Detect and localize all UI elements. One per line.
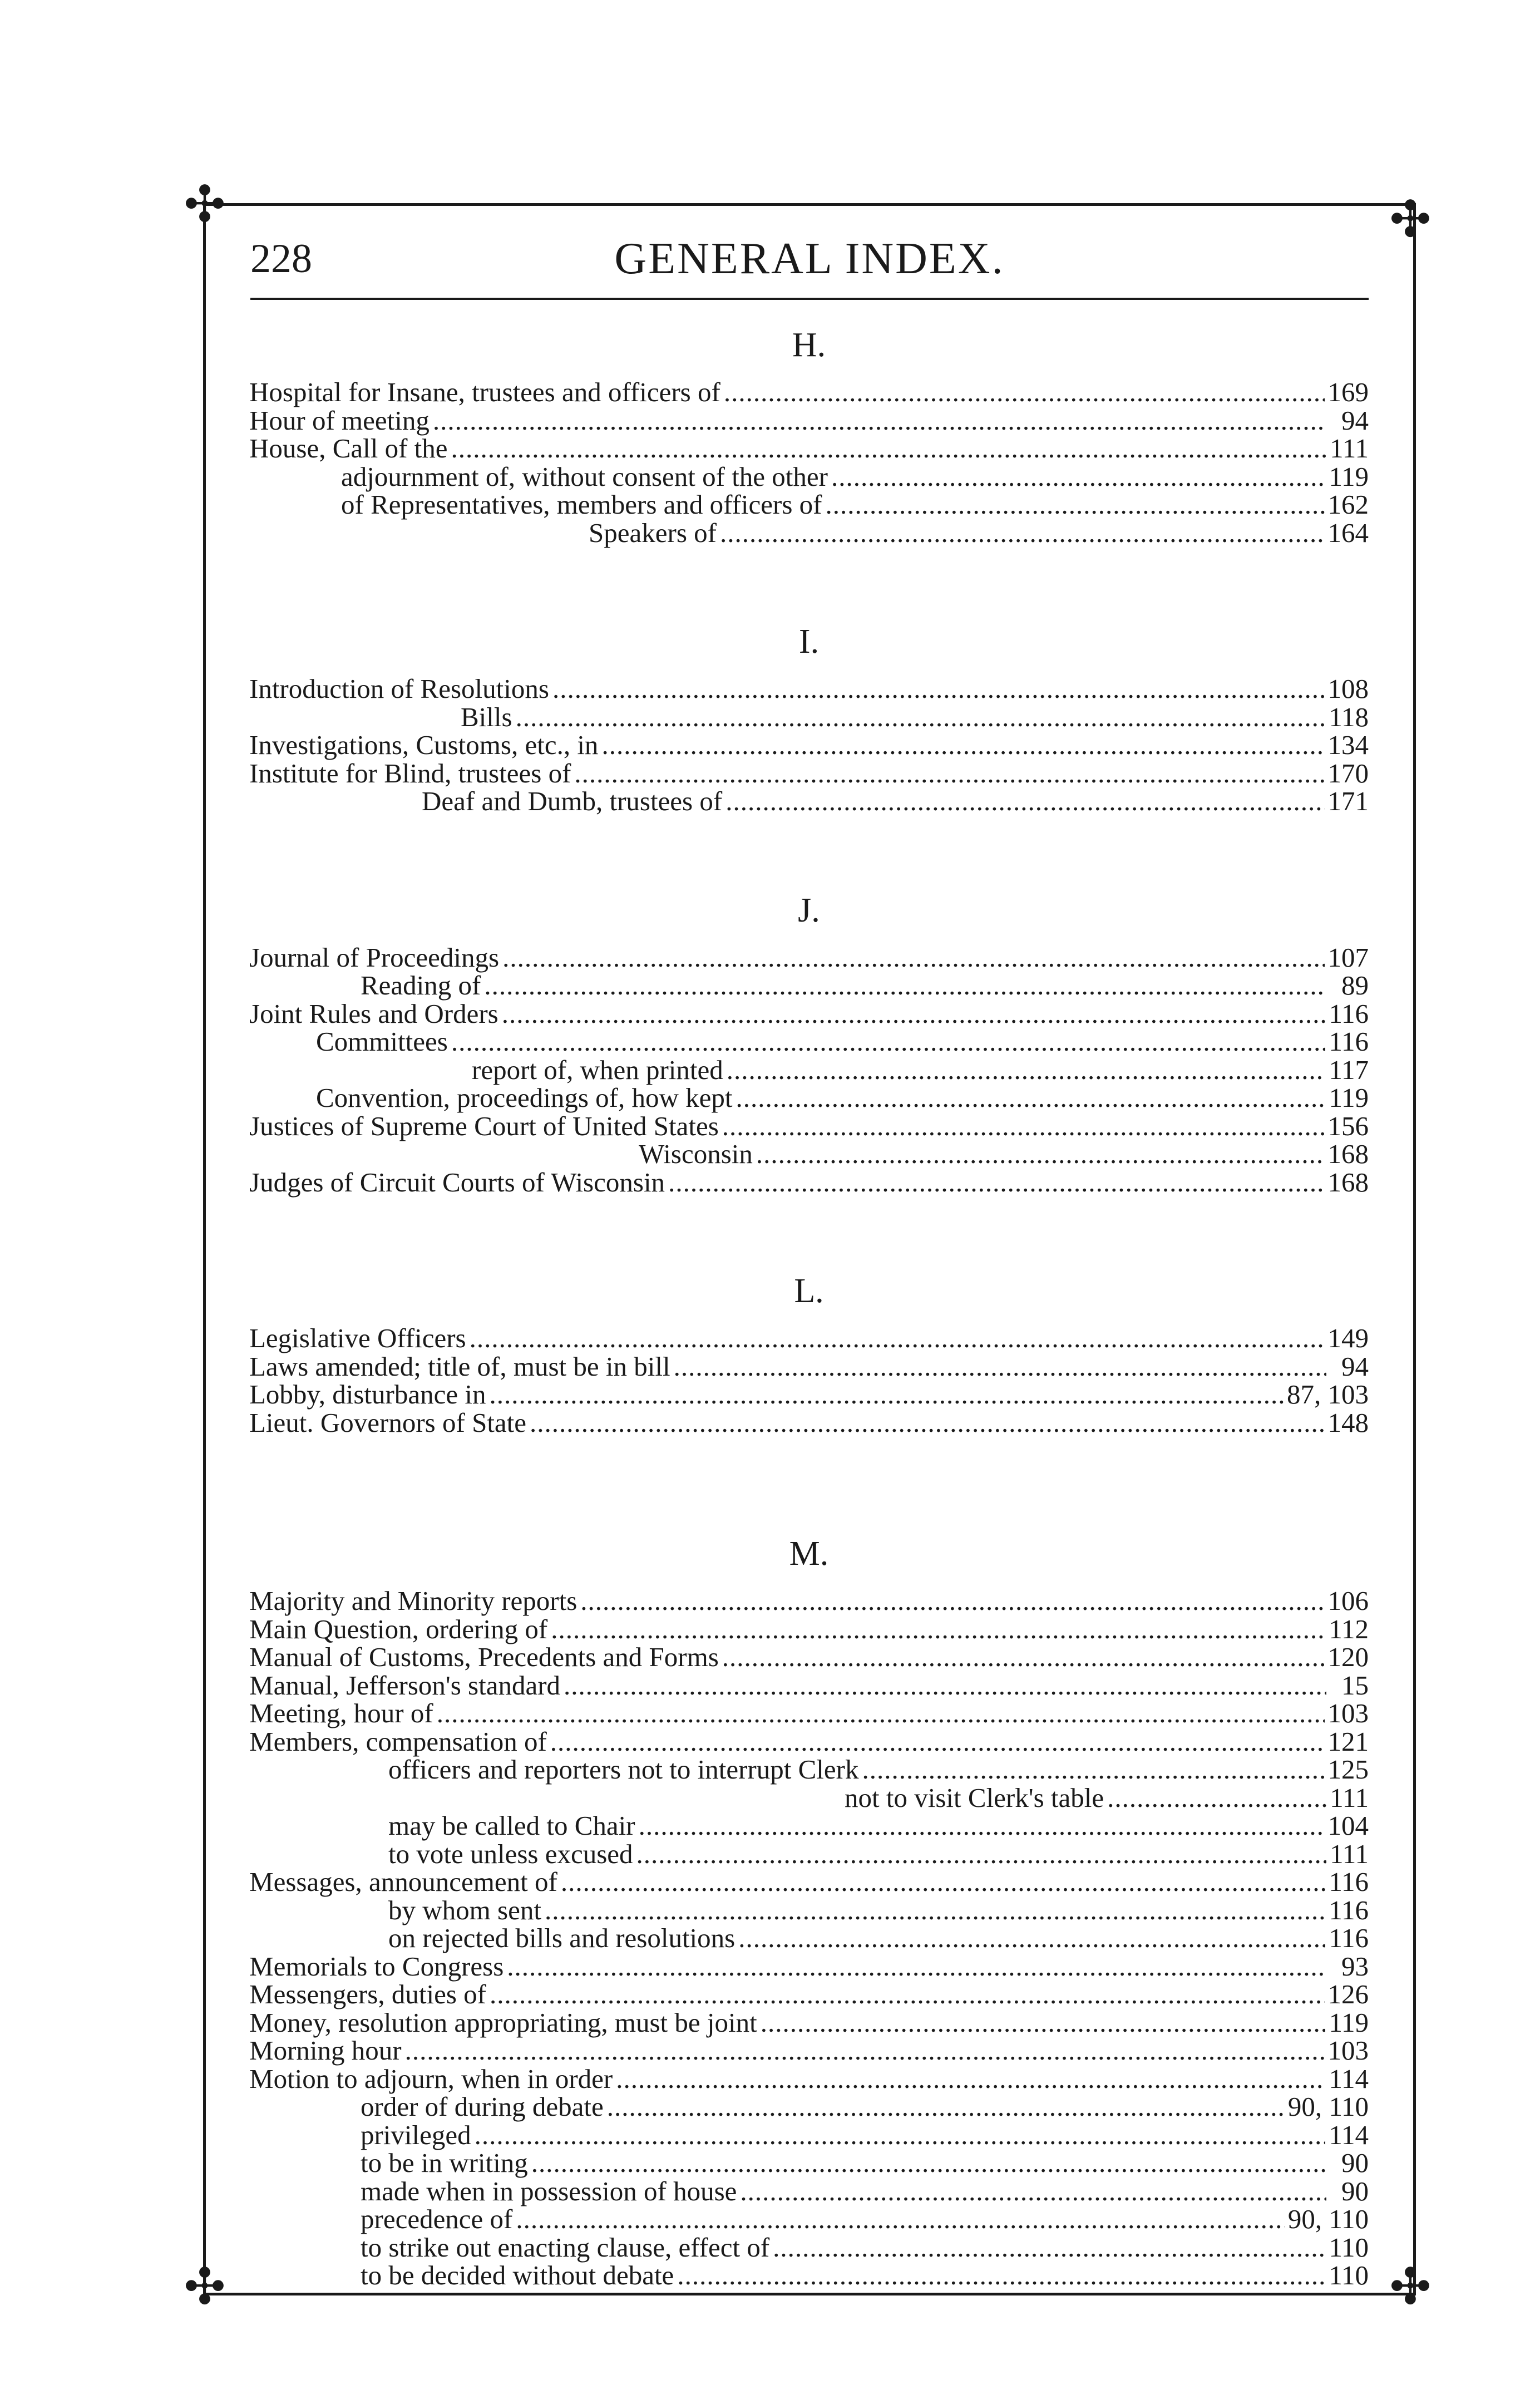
section-heading-l: L.	[794, 1272, 824, 1310]
index-entry	[249, 1324, 1369, 1353]
entry-term: Wisconsin	[639, 1139, 753, 1169]
entry-term: Committees	[316, 1026, 448, 1057]
entry-pages: 110	[1329, 2231, 1369, 2263]
section-j-entries	[249, 944, 1369, 1197]
index-entry	[249, 731, 1369, 760]
index-subentry	[249, 2262, 1369, 2290]
entry-term: Money, resolution appropriating, must be joint	[249, 2007, 757, 2038]
entry-term: not to visit Clerk's table	[845, 1782, 1104, 1813]
entry-pages: 169	[1327, 377, 1369, 407]
entry-pages: 162	[1327, 489, 1369, 520]
entry-term: Journal of Proceedings	[249, 942, 500, 973]
index-subentry	[249, 2093, 1369, 2121]
entry-term: to be decided without debate	[361, 2260, 674, 2290]
entry-term: report of, when printed	[472, 1054, 723, 1085]
running-head	[250, 228, 1369, 289]
entry-term: Justices of Supreme Court of United States	[249, 1110, 719, 1141]
entry-term: Introduction of Resolutions	[249, 673, 549, 704]
index-entry	[249, 1615, 1369, 1644]
section-heading-h: H.	[792, 326, 826, 364]
entry-pages: 116	[1329, 1923, 1369, 1953]
entry-pages: 117	[1329, 1054, 1369, 1085]
section-l-entries	[249, 1324, 1369, 1437]
entry-pages: 104	[1327, 1810, 1369, 1841]
entry-term: Laws amended; title of, must be in bill	[249, 1351, 670, 1382]
index-entry	[249, 757, 1369, 789]
index-entry	[249, 407, 1369, 435]
index-entry	[249, 1166, 1369, 1198]
index-entry	[249, 1587, 1369, 1615]
entry-term: Meeting, hour of	[249, 1698, 433, 1728]
entry-term: Morning hour	[249, 2035, 402, 2066]
entry-pages: 90	[1341, 2175, 1369, 2206]
entry-pages: 121	[1327, 1726, 1369, 1757]
index-entry	[249, 1112, 1369, 1141]
entry-pages: 116	[1329, 1026, 1369, 1057]
entry-term: Members, compensation of	[249, 1726, 547, 1757]
index-subentry	[249, 787, 1369, 816]
index-entry	[249, 1669, 1369, 1701]
section-i-entries	[249, 675, 1369, 816]
entry-term: House, Call of the	[249, 433, 448, 464]
entry-pages: 168	[1327, 1166, 1369, 1198]
entry-pages: 116	[1329, 998, 1369, 1029]
page-number: 228	[250, 236, 312, 282]
index-subentry	[249, 519, 1369, 548]
index-body	[249, 312, 1369, 2290]
index-entry	[249, 1868, 1369, 1896]
entry-pages: 111	[1330, 433, 1369, 464]
entry-term: Manual, Jefferson's standard	[249, 1669, 561, 1701]
index-subentry	[249, 1084, 1369, 1112]
entry-term: to strike out enacting clause, effect of	[361, 2231, 770, 2263]
entry-pages: 112	[1329, 1613, 1369, 1644]
index-subentry	[249, 1056, 1369, 1085]
entry-pages: 94	[1341, 405, 1369, 436]
index-entry	[249, 1381, 1369, 1409]
index-subentry	[249, 1784, 1369, 1812]
corner-ornament-top-right: ✣	[1389, 190, 1432, 249]
entry-term: privileged	[361, 2119, 471, 2150]
index-entry	[249, 1699, 1369, 1728]
entry-term: Judges of Circuit Courts of Wisconsin	[249, 1166, 665, 1198]
index-entry	[249, 2009, 1369, 2037]
entry-pages: 108	[1327, 673, 1369, 704]
entry-pages: 120	[1327, 1642, 1369, 1672]
index-subentry	[249, 1840, 1369, 1869]
entry-pages: 90, 110	[1287, 2204, 1369, 2234]
index-entry	[249, 1409, 1369, 1437]
entry-pages: 168	[1327, 1139, 1369, 1169]
index-subentry	[249, 1756, 1369, 1784]
entry-pages: 114	[1329, 2063, 1369, 2094]
index-subentry	[249, 1140, 1369, 1169]
entry-pages: 134	[1327, 730, 1369, 760]
entry-pages: 111	[1330, 1782, 1369, 1813]
entry-term: Memorials to Congress	[249, 1950, 504, 1982]
entry-term: Speakers of	[589, 517, 717, 548]
entry-term: Bills	[461, 701, 512, 732]
entry-pages: 118	[1329, 701, 1369, 732]
entry-term: of Representatives, members and officers of	[341, 489, 822, 520]
entry-pages: 106	[1327, 1585, 1369, 1616]
index-entry	[249, 2065, 1369, 2093]
entry-pages: 119	[1329, 2007, 1369, 2038]
entry-pages: 125	[1327, 1754, 1369, 1785]
entry-pages: 90, 110	[1287, 2091, 1369, 2122]
entry-term: Joint Rules and Orders	[249, 998, 498, 1029]
entry-term: made when in possession of house	[361, 2175, 737, 2206]
entry-pages: 89	[1341, 970, 1369, 1001]
entry-term: Majority and Minority reports	[249, 1585, 578, 1616]
entry-pages: 94	[1341, 1351, 1369, 1382]
index-subentry	[249, 2149, 1369, 2178]
entry-pages: 90	[1341, 2147, 1369, 2178]
entry-term: Lobby, disturbance in	[249, 1379, 486, 1410]
entry-term: Lieut. Governors of State	[249, 1407, 527, 1438]
index-entry	[249, 435, 1369, 463]
entry-term: on rejected bills and resolutions	[388, 1923, 736, 1953]
corner-ornament-top-left: ✣	[184, 175, 226, 234]
corner-ornament-bottom-right: ✣	[1389, 2258, 1432, 2316]
entry-pages: 156	[1327, 1110, 1369, 1141]
index-subentry	[249, 2231, 1369, 2263]
index-entry	[249, 1950, 1369, 1982]
entry-term: Messages, announcement of	[249, 1866, 557, 1897]
index-subentry	[249, 2175, 1369, 2206]
entry-pages: 126	[1327, 1979, 1369, 2009]
entry-pages: 148	[1327, 1407, 1369, 1438]
index-entry	[249, 675, 1369, 703]
index-subentry	[249, 2205, 1369, 2234]
index-subentry	[249, 1028, 1369, 1056]
section-h-entries	[249, 378, 1369, 547]
entry-pages: 93	[1341, 1950, 1369, 1982]
header-rule	[250, 298, 1369, 300]
index-subentry	[249, 1812, 1369, 1840]
entry-pages: 111	[1330, 1838, 1369, 1869]
index-entry	[249, 1000, 1369, 1028]
entry-term: to be in writing	[361, 2147, 528, 2178]
index-subentry	[249, 972, 1369, 1000]
section-m-entries	[249, 1587, 1369, 2290]
entry-pages: 170	[1327, 757, 1369, 789]
index-subentry	[249, 1896, 1369, 1925]
entry-term: Messengers, duties of	[249, 1979, 486, 2009]
entry-term: precedence of	[361, 2204, 513, 2234]
section-heading-i: I.	[798, 623, 820, 661]
entry-term: Deaf and Dumb, trustees of	[422, 786, 723, 816]
entry-pages: 103	[1327, 2035, 1369, 2066]
entry-pages: 116	[1329, 1894, 1369, 1925]
index-subentry	[249, 2121, 1369, 2150]
index-entry	[249, 2037, 1369, 2065]
entry-term: Legislative Officers	[249, 1323, 466, 1353]
entry-pages: 171	[1327, 786, 1369, 816]
entry-term: to vote unless excused	[388, 1838, 633, 1869]
entry-pages: 119	[1329, 1082, 1369, 1113]
section-heading-j: J.	[798, 891, 820, 929]
index-subentry	[249, 463, 1369, 491]
index-entry	[249, 378, 1369, 407]
entry-term: Investigations, Customs, etc., in	[249, 730, 599, 760]
index-entry	[249, 1353, 1369, 1381]
entry-term: Reading of	[361, 970, 481, 1001]
entry-pages: 15	[1341, 1669, 1369, 1701]
entry-term: Motion to adjourn, when in order	[249, 2063, 613, 2094]
index-entry	[249, 944, 1369, 972]
entry-term: Hospital for Insane, trustees and officers of	[249, 377, 720, 407]
entry-term: may be called to Chair	[388, 1810, 635, 1841]
section-heading-m: M.	[789, 1535, 829, 1573]
entry-pages: 103	[1327, 1698, 1369, 1728]
entry-term: Institute for Blind, trustees of	[249, 757, 571, 789]
entry-pages: 110	[1329, 2260, 1369, 2290]
index-entry	[249, 1728, 1369, 1756]
index-subentry	[249, 703, 1369, 732]
entry-pages: 107	[1327, 942, 1369, 973]
entry-term: by whom sent	[388, 1894, 541, 1925]
entry-pages: 149	[1327, 1323, 1369, 1353]
entry-term: adjournment of, without consent of the other	[341, 461, 828, 492]
entry-term: Convention, proceedings of, how kept	[316, 1082, 733, 1113]
entry-pages: 164	[1327, 517, 1369, 548]
entry-pages: 119	[1329, 461, 1369, 492]
entry-pages: 116	[1329, 1866, 1369, 1897]
entry-term: Main Question, ordering of	[249, 1613, 548, 1644]
entry-term: order of during debate	[361, 2091, 604, 2122]
entry-term: Manual of Customs, Precedents and Forms	[249, 1642, 719, 1672]
index-subentry	[249, 491, 1369, 519]
entry-pages: 87, 103	[1287, 1379, 1369, 1410]
page-title: GENERAL INDEX.	[614, 234, 1005, 283]
entry-pages: 114	[1329, 2119, 1369, 2150]
entry-term: officers and reporters not to interrupt Clerk	[388, 1754, 859, 1785]
index-entry	[249, 1643, 1369, 1672]
entry-term: Hour of meeting	[249, 405, 430, 436]
index-entry	[249, 1981, 1369, 2009]
index-subentry	[249, 1924, 1369, 1953]
corner-ornament-bottom-left: ✣	[184, 2258, 226, 2316]
